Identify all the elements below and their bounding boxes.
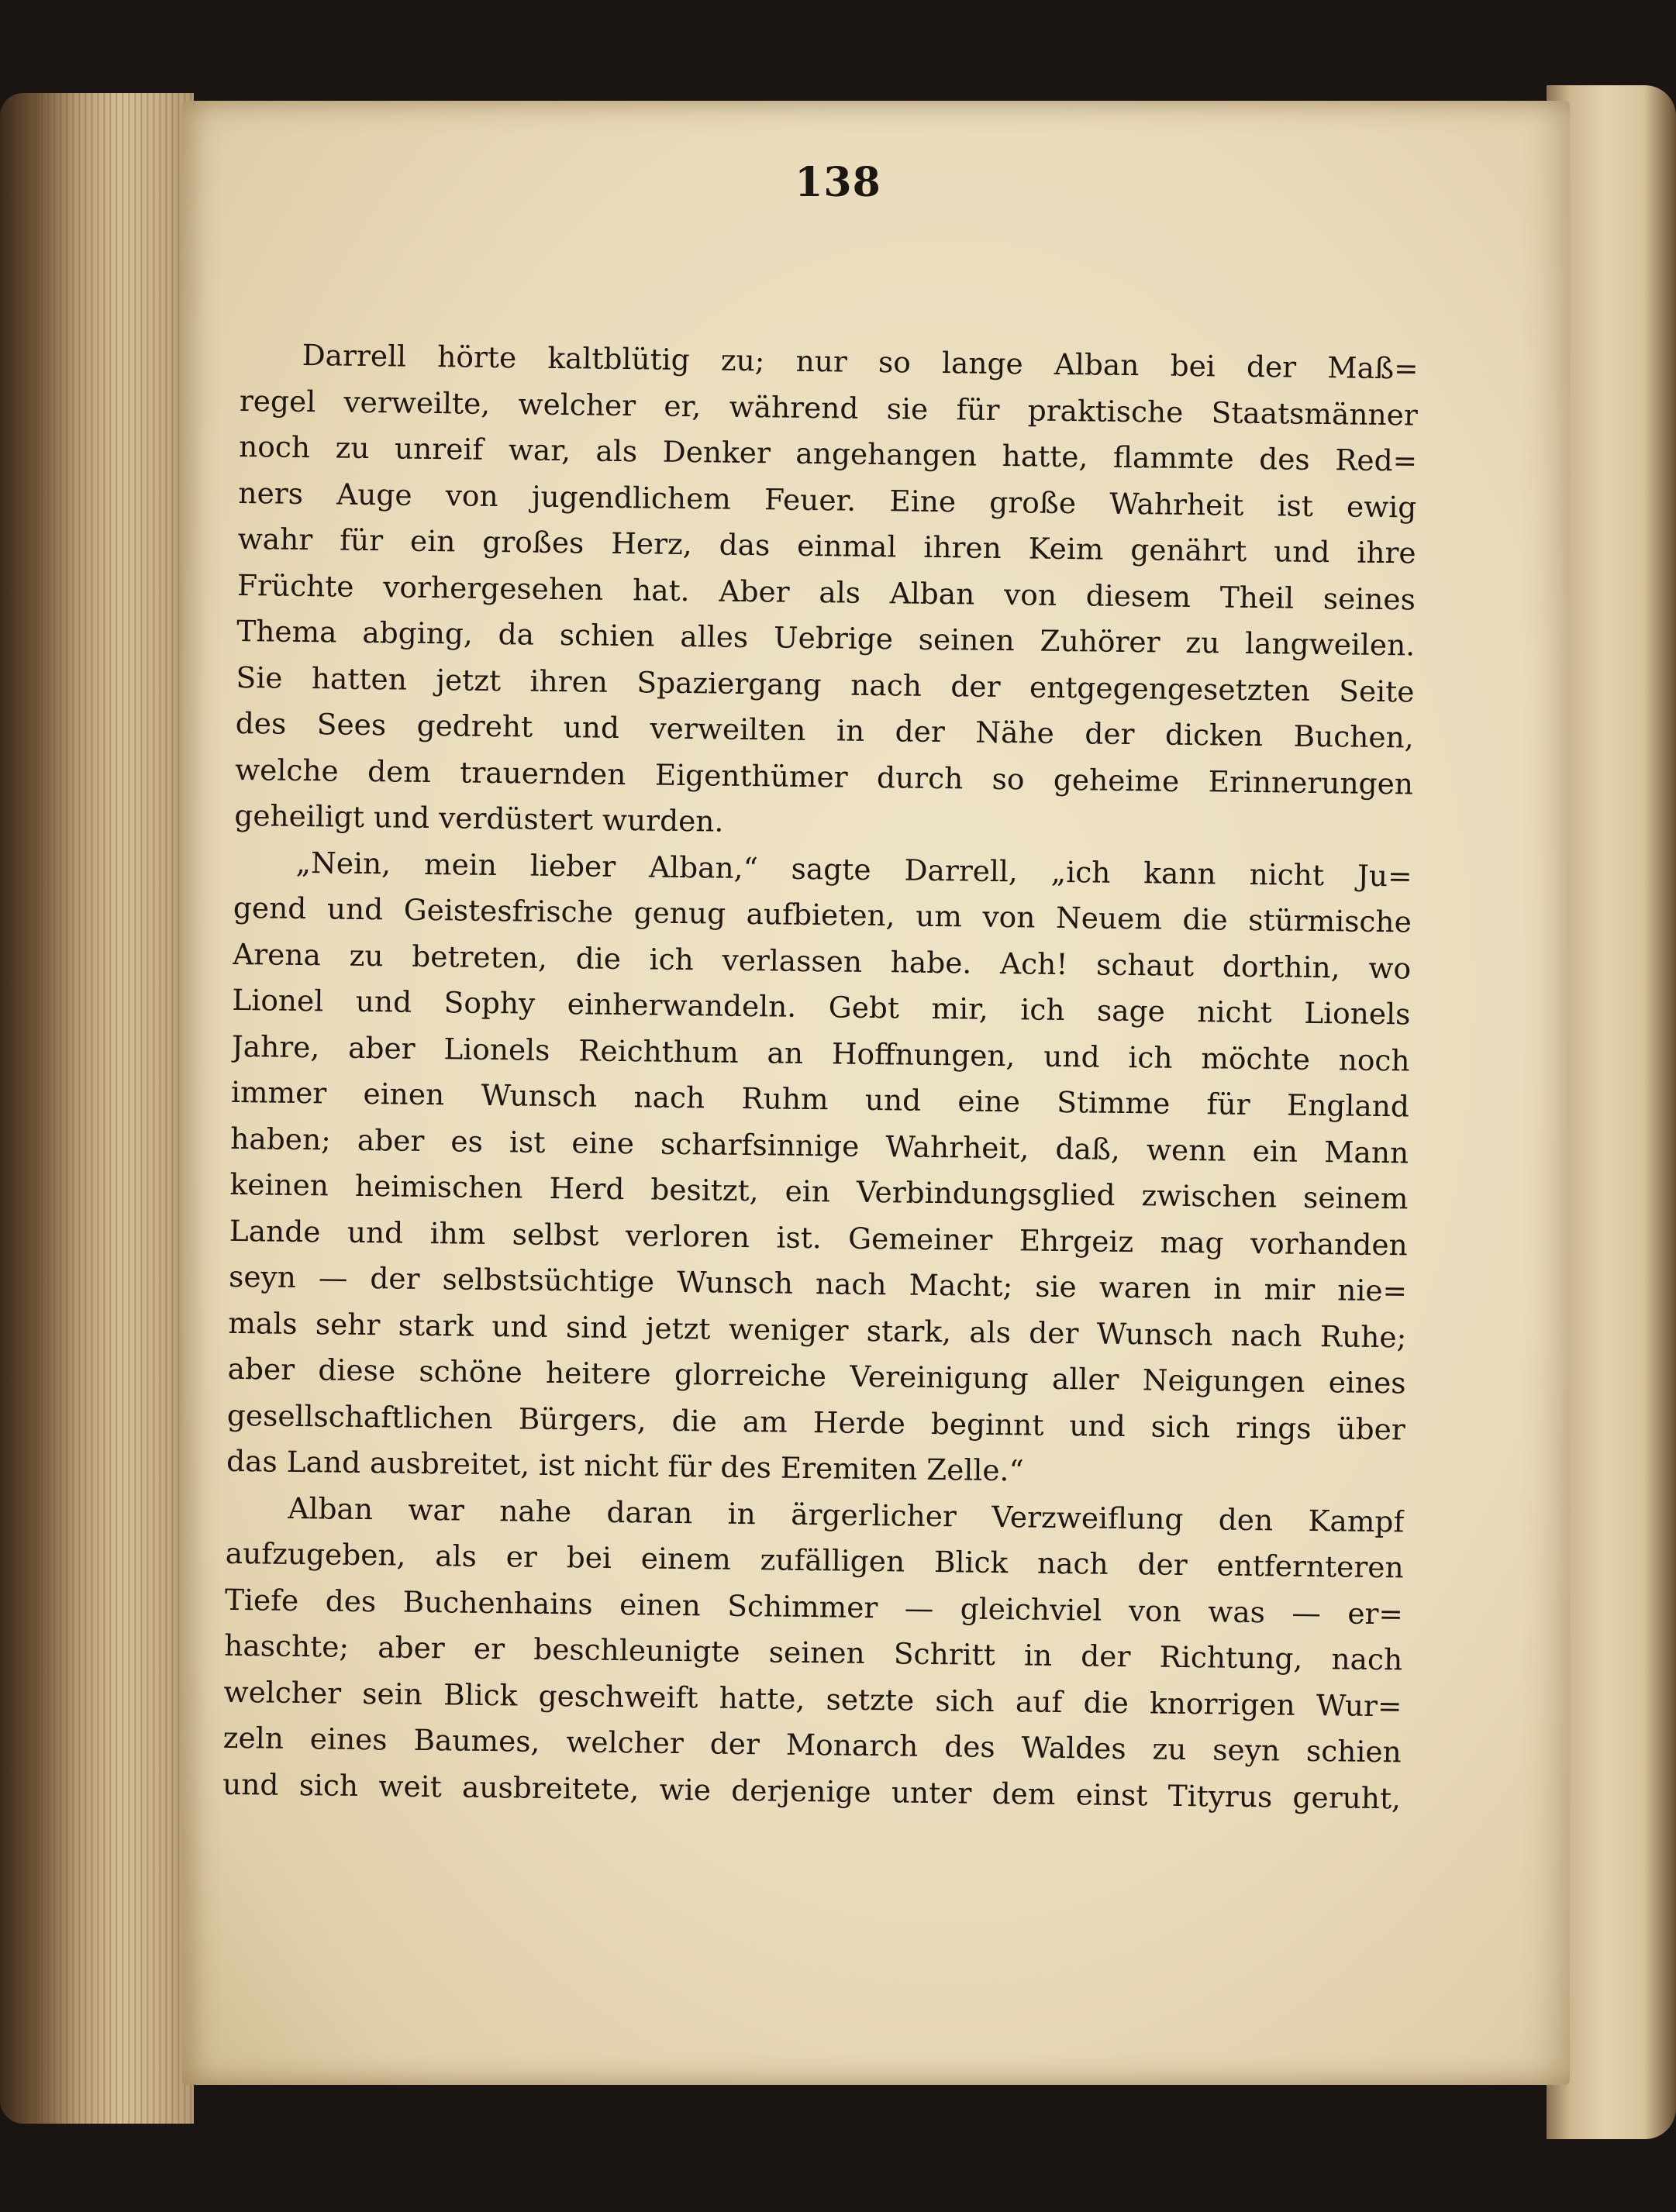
text-line: Lande und ihm selbst verloren ist. Gemeiner Ehrgeiz mag vorhanden bbox=[229, 1213, 1408, 1262]
text-line: aufzugeben, als er bei einem zufälligen Blick nach der entfernteren bbox=[225, 1535, 1404, 1585]
text-line: gend und Geistesfrische genug aufbieten, um von Neuem die stürmische bbox=[233, 890, 1412, 939]
text-line: Thema abging, da schien alles Uebrige seinen Zuhörer zu langweilen. bbox=[236, 613, 1416, 663]
text-line: haschte; aber er beschleunigte seinen Schritt in der Richtung, nach bbox=[224, 1628, 1403, 1677]
text-line: geheiligt und verdüstert wurden. bbox=[234, 798, 724, 839]
text-line: Früchte vorhergesehen hat. Aber als Alban von diesem Theil seines bbox=[236, 567, 1416, 617]
text-line: Darrell hörte kaltblütig zu; nur so lange Alban bei der Maß= bbox=[302, 337, 1419, 386]
text-line: und sich weit ausbreitete, wie derjenige unter dem einst Tityrus geruht, bbox=[222, 1766, 1402, 1815]
text-line: mals sehr stark und sind jetzt weniger stark, als der Wunsch nach Ruhe; bbox=[228, 1305, 1407, 1354]
text-line: des Sees gedreht und verweilten in der Nähe der dicken Buchen, bbox=[235, 705, 1414, 755]
text-line: Tiefe des Buchenhains einen Schimmer — gleichviel von was — er= bbox=[224, 1582, 1404, 1631]
text-line: zeln eines Baumes, welcher der Monarch des Waldes zu seyn schien bbox=[222, 1720, 1402, 1769]
text-line: haben; aber es ist eine scharfsinnige Wahrheit, daß, wenn ein Mann bbox=[230, 1121, 1409, 1170]
text-line: Alban war nahe daran in ärgerlicher Verzweiflung den Kampf bbox=[288, 1490, 1405, 1538]
left-page-edges bbox=[0, 93, 194, 2124]
page-number: 138 bbox=[795, 159, 881, 206]
text-line: welcher sein Blick geschweift hatte, setzte sich auf die knorrigen Wur= bbox=[223, 1674, 1402, 1723]
text-line: Jahre, aber Lionels Reichthum an Hoffnungen, und ich möchte noch bbox=[231, 1028, 1410, 1077]
text-line: „Nein, mein lieber Alban,“ sagte Darrell, „ich kann nicht Ju= bbox=[295, 845, 1412, 894]
text-line: aber diese schöne heitere glorreiche Vereinigung aller Neigungen eines bbox=[227, 1351, 1406, 1401]
text-line: das Land ausbreitet, ist nicht für des Eremiten Zelle.“ bbox=[226, 1443, 1024, 1488]
text-line: ners Auge von jugendlichem Feuer. Eine große Wahrheit ist ewig bbox=[238, 475, 1417, 525]
text-line: keinen heimischen Herd besitzt, ein Verbindungsglied zwischen seinem bbox=[229, 1166, 1409, 1216]
text-line: noch zu unreif war, als Denker angehangen hatte, flammte des Red= bbox=[238, 429, 1418, 478]
text-line: immer einen Wunsch nach Ruhm und eine Stimme für England bbox=[230, 1074, 1410, 1124]
text-line: Lionel und Sophy einherwandeln. Gebt mir, ich sage nicht Lionels bbox=[232, 982, 1411, 1032]
text-line: welche dem trauernden Eigenthümer durch so geheime Erinnerungen bbox=[234, 752, 1414, 801]
text-line: gesellschaftlichen Bürgers, die am Herde beginnt und sich rings über bbox=[226, 1397, 1406, 1446]
text-line: seyn — der selbstsüchtige Wunsch nach Macht; sie waren in mir nie= bbox=[228, 1259, 1408, 1308]
text-line: wahr für ein großes Herz, das einmal ihren Keim genährt und ihre bbox=[237, 521, 1416, 570]
text-line: regel verweilte, welcher er, während sie für praktische Staatsmänner bbox=[239, 383, 1419, 432]
body-text bbox=[222, 332, 1419, 1821]
text-line: Arena zu betreten, die ich verlassen habe. Ach! schaut dorthin, wo bbox=[232, 936, 1412, 986]
text-line: Sie hatten jetzt ihren Spaziergang nach der entgegengesetzten Seite bbox=[236, 660, 1415, 709]
